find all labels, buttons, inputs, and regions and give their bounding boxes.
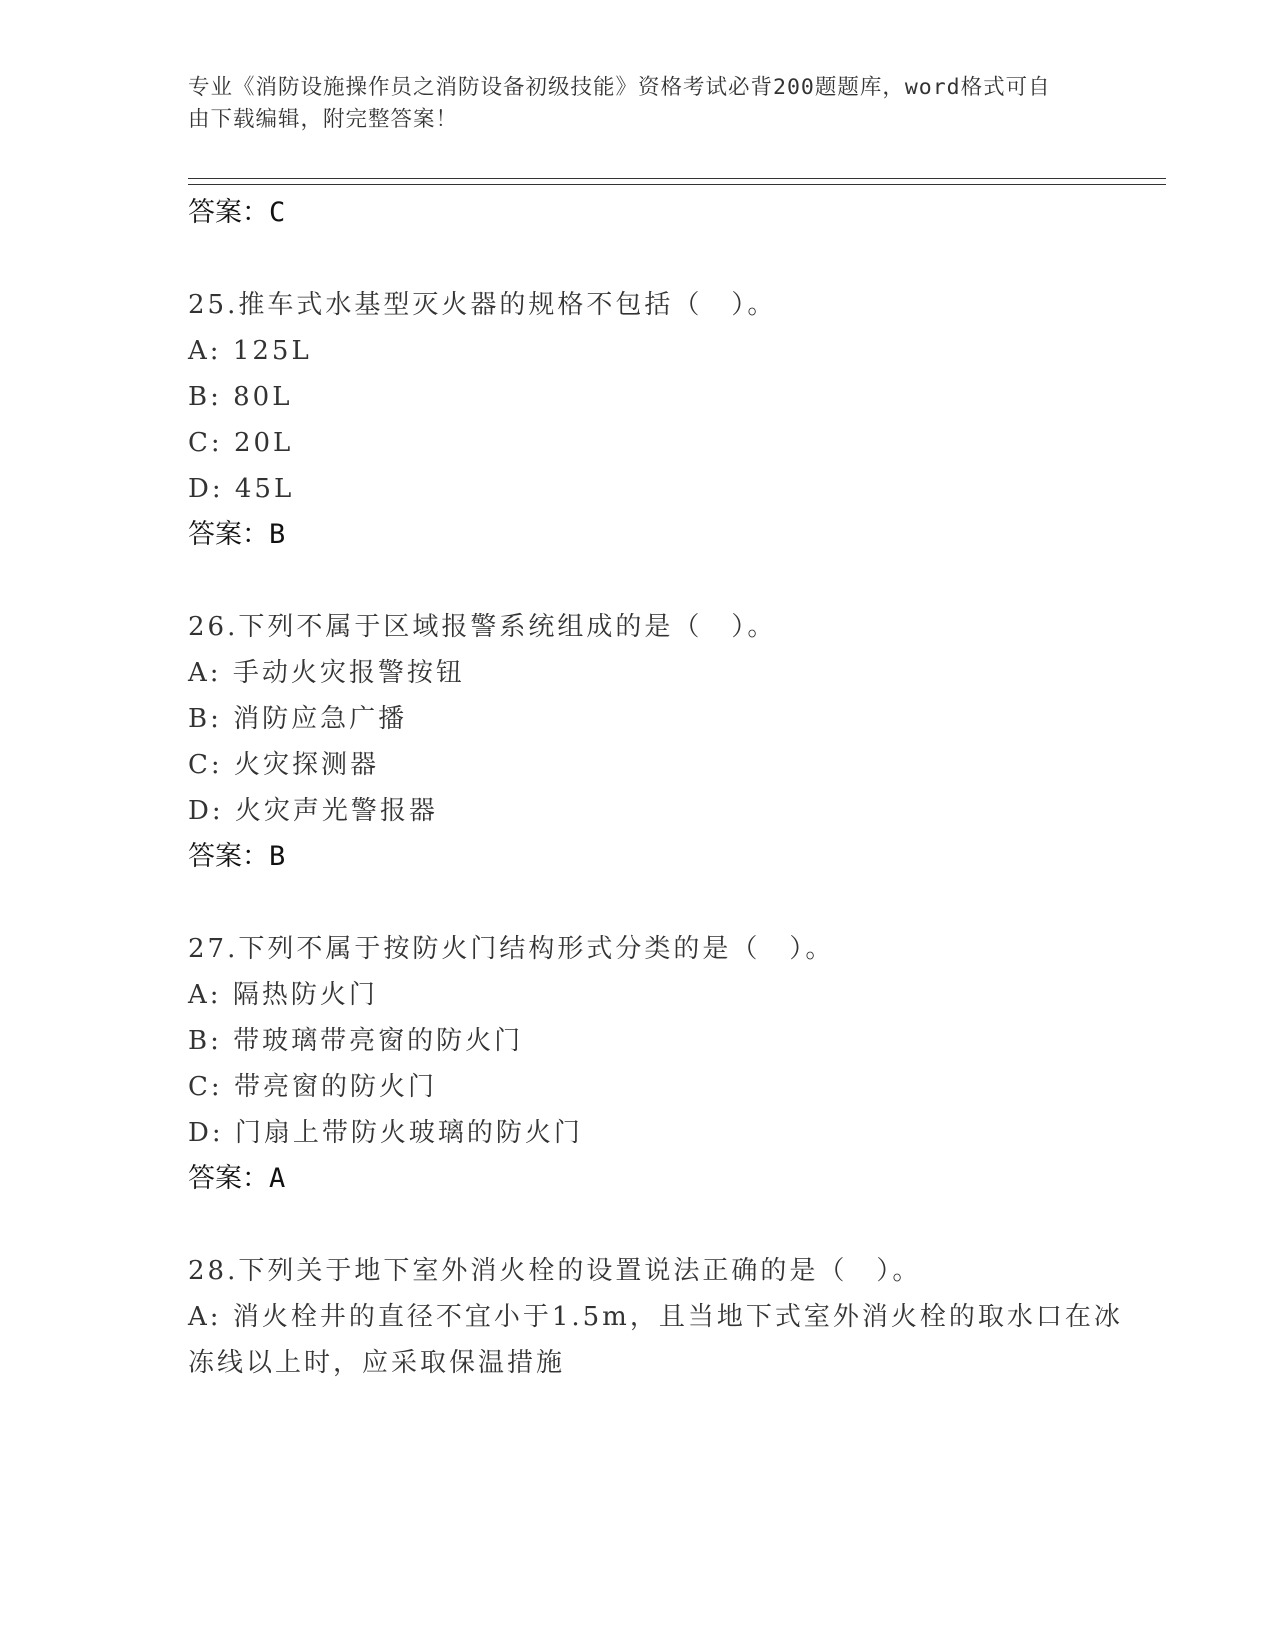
question-block — [188, 604, 1128, 880]
option-d — [188, 788, 1128, 834]
option-separator: : — [210, 704, 234, 734]
option-letter: A — [188, 336, 210, 366]
option-separator: : — [210, 382, 234, 412]
option-text: 80L — [233, 382, 293, 412]
question-block — [188, 282, 1128, 558]
question-stem: 27.下列不属于按防火门结构形式分类的是（ ）。 — [188, 934, 835, 964]
option-letter: D — [188, 474, 212, 504]
option-a — [188, 972, 1128, 1018]
spacer — [188, 558, 1128, 604]
option-letter: A — [188, 980, 210, 1010]
option-text: 带玻璃带亮窗的防火门 — [233, 1026, 524, 1056]
spacer — [188, 1202, 1128, 1248]
header-rule-bottom — [188, 184, 1166, 185]
option-separator: : — [209, 336, 233, 366]
option-separator: : — [210, 1072, 234, 1102]
question-stem: 26.下列不属于区域报警系统组成的是（ ）。 — [188, 612, 777, 642]
option-text: 手动火灾报警按钮 — [232, 658, 465, 688]
option-letter: A — [188, 658, 210, 688]
option-d — [188, 1110, 1128, 1156]
option-text: 门扇上带防火玻璃的防火门 — [234, 1118, 583, 1148]
option-letter: A — [188, 1302, 210, 1332]
option-b — [188, 374, 1128, 420]
option-letter: C — [188, 750, 211, 780]
option-separator: : — [211, 474, 235, 504]
option-letter: C — [188, 428, 211, 458]
option-separator: : — [210, 750, 234, 780]
option-separator: : — [210, 428, 234, 458]
option-a — [188, 1294, 1128, 1386]
answer-label: 答案：B — [188, 519, 286, 550]
option-c — [188, 1064, 1128, 1110]
question-stem: 28.下列关于地下室外消火栓的设置说法正确的是（ ）。 — [188, 1256, 922, 1286]
option-text: 带亮窗的防火门 — [233, 1072, 437, 1102]
answer-label: 答案：A — [188, 1163, 286, 1194]
answer-label: 答案：B — [188, 841, 286, 872]
document-header — [188, 72, 1068, 136]
header-text: 专业《消防设施操作员之消防设备初级技能》资格考试必背200题题库，word格式可自由下载编辑，附完整答案！ — [188, 75, 1051, 132]
option-text: 125L — [232, 336, 312, 366]
option-separator: : — [211, 796, 235, 826]
option-b — [188, 1018, 1128, 1064]
previous-answer: 答案：C — [188, 197, 286, 228]
option-text: 45L — [234, 474, 295, 504]
option-separator: : — [209, 1302, 233, 1332]
option-letter: C — [188, 1072, 211, 1102]
option-a — [188, 328, 1128, 374]
option-c — [188, 420, 1128, 466]
question-block — [188, 1248, 1128, 1386]
option-letter: B — [188, 704, 211, 734]
option-text: 20L — [233, 428, 294, 458]
option-separator: : — [209, 658, 233, 688]
spacer — [188, 236, 1128, 282]
question-block — [188, 926, 1128, 1202]
option-d — [188, 466, 1128, 512]
option-a — [188, 650, 1128, 696]
option-c — [188, 742, 1128, 788]
option-letter: D — [188, 1118, 212, 1148]
option-text: 火灾声光警报器 — [234, 796, 438, 826]
option-letter: B — [188, 382, 211, 412]
option-b — [188, 696, 1128, 742]
option-text: 消防应急广播 — [233, 704, 408, 734]
option-separator: : — [210, 1026, 234, 1056]
option-text: 火灾探测器 — [233, 750, 379, 780]
spacer — [188, 880, 1128, 926]
question-list — [188, 190, 1128, 1386]
option-text: 隔热防火门 — [232, 980, 378, 1010]
question-stem: 25.推车式水基型灭火器的规格不包括（ ）。 — [188, 290, 777, 320]
option-separator: : — [211, 1118, 235, 1148]
option-text: 消火栓井的直径不宜小于1.5m，且当地下式室外消火栓的取水口在冰冻线以上时，应采取保温措施 — [188, 1302, 1123, 1378]
option-letter: B — [188, 1026, 211, 1056]
option-separator: : — [209, 980, 233, 1010]
option-letter: D — [188, 796, 212, 826]
header-rule-top — [188, 178, 1166, 179]
